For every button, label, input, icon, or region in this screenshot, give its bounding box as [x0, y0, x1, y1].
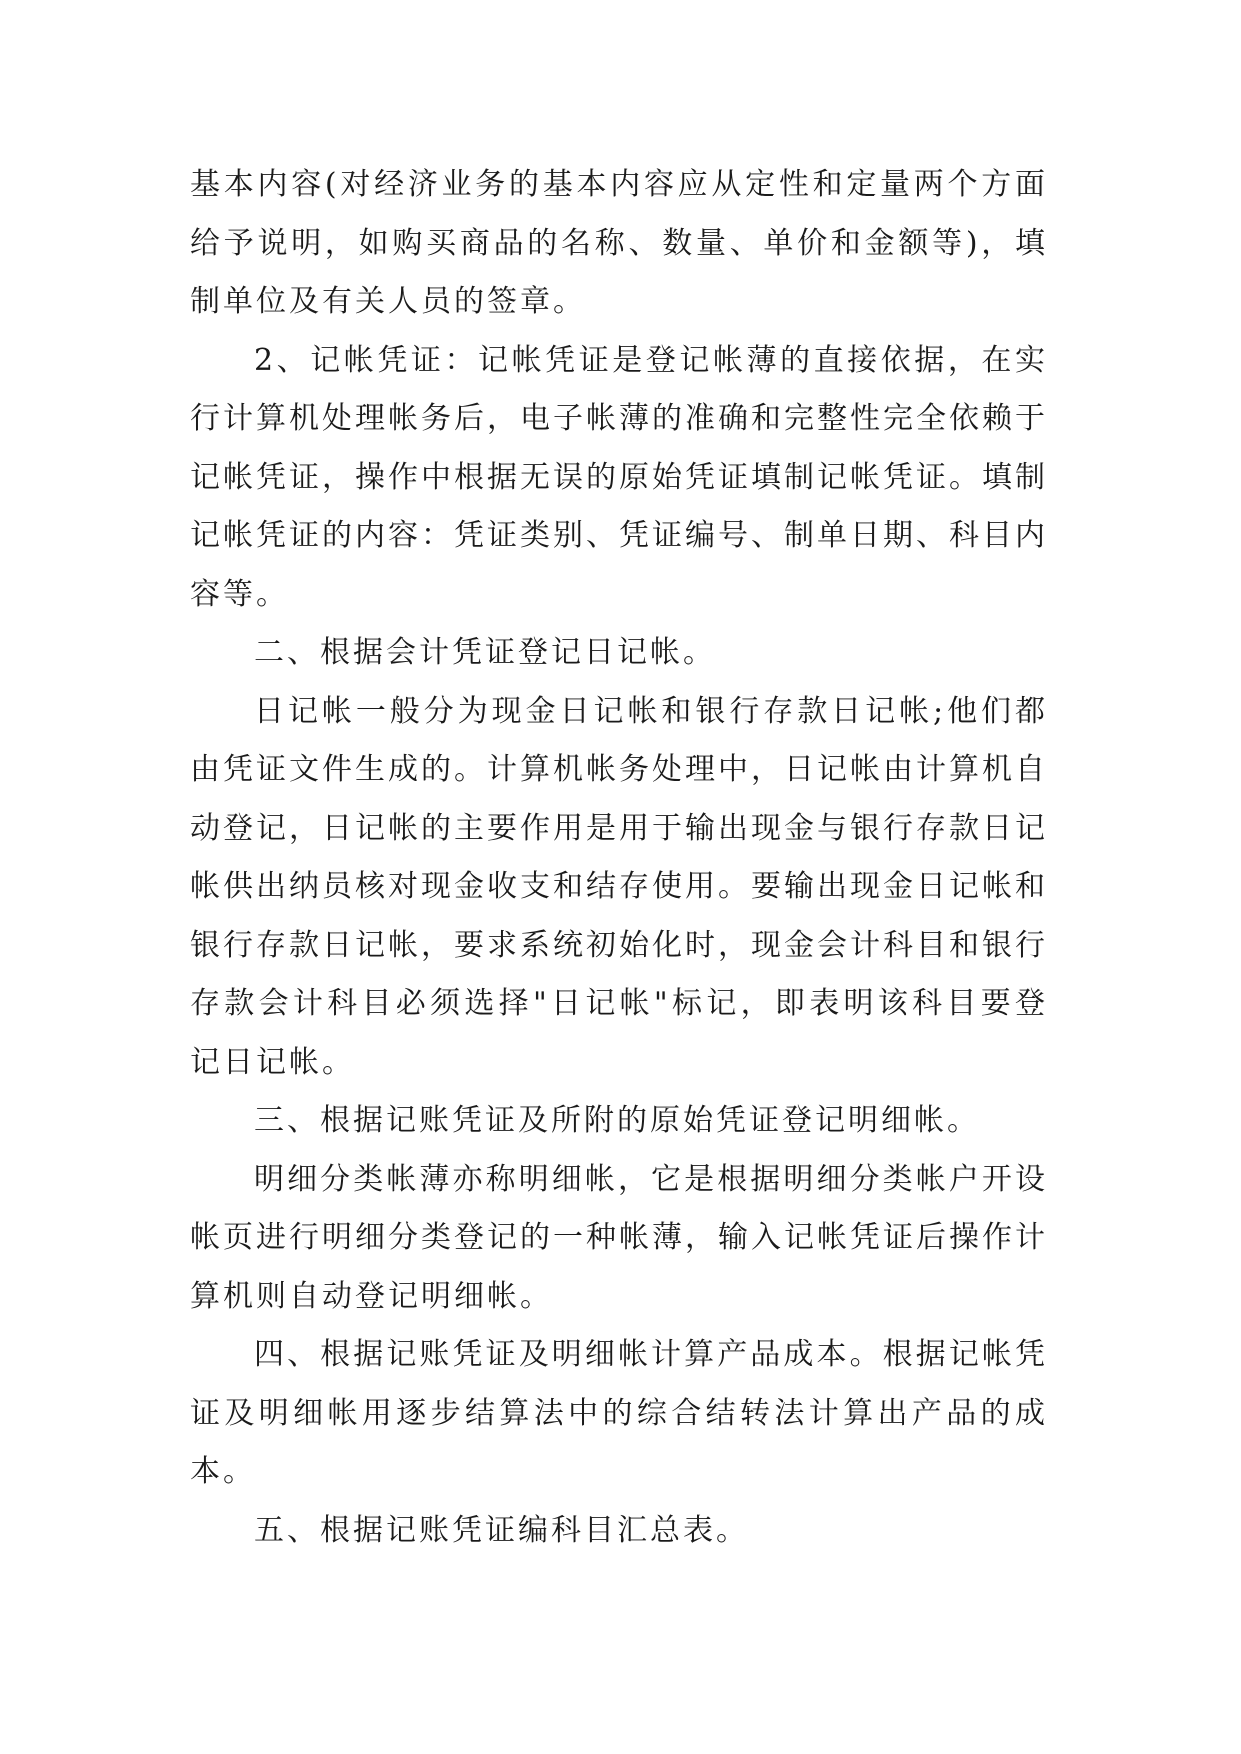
paragraph-product-cost: 四、根据记账凭证及明细帐计算产品成本。根据记帐凭证及明细帐用逐步结算法中的综合结转法计算出产品的成本。	[190, 1337, 1048, 1489]
heading-subsidiary-ledger: 三、根据记账凭证及所附的原始凭证登记明细帐。	[254, 1103, 980, 1138]
paragraph-bookkeeping-voucher: 2、记帐凭证：记帐凭证是登记帐薄的直接依据，在实行计算机处理帐务后，电子帐薄的准确和完整性完全依赖于记帐凭证，操作中根据无误的原始凭证填制记帐凭证。填制记帐凭证的内容：凭证类别、凭证编号、制单日期、科目内容等。	[190, 342, 1048, 612]
heading-journal-registration: 二、根据会计凭证登记日记帐。	[254, 635, 716, 670]
paragraph-original-voucher-contents: 基本内容(对经济业务的基本内容应从定性和定量两个方面给予说明，如购买商品的名称、数量、单价和金额等)，填制单位及有关人员的签章。	[190, 167, 1048, 319]
document-body	[190, 156, 1048, 1560]
paragraph-subsidiary-ledger-description: 明细分类帐薄亦称明细帐，它是根据明细分类帐户开设帐页进行明细分类登记的一种帐薄，输入记帐凭证后操作计算机则自动登记明细帐。	[190, 1161, 1048, 1314]
heading-account-summary: 五、根据记账凭证编科目汇总表。	[254, 1512, 749, 1548]
paragraph-journal-description: 日记帐一般分为现金日记帐和银行存款日记帐;他们都由凭证文件生成的。计算机帐务处理中，日记帐由计算机自动登记，日记帐的主要作用是用于输出现金与银行存款日记帐供出纳员核对现金收支和结存使用。要输出现金日记帐和银行存款日记帐，要求系统初始化时，现金会计科目和银行存款会计科目必须选择"日记帐"标记，即表明该科目要登记日记帐。	[190, 693, 1048, 1080]
